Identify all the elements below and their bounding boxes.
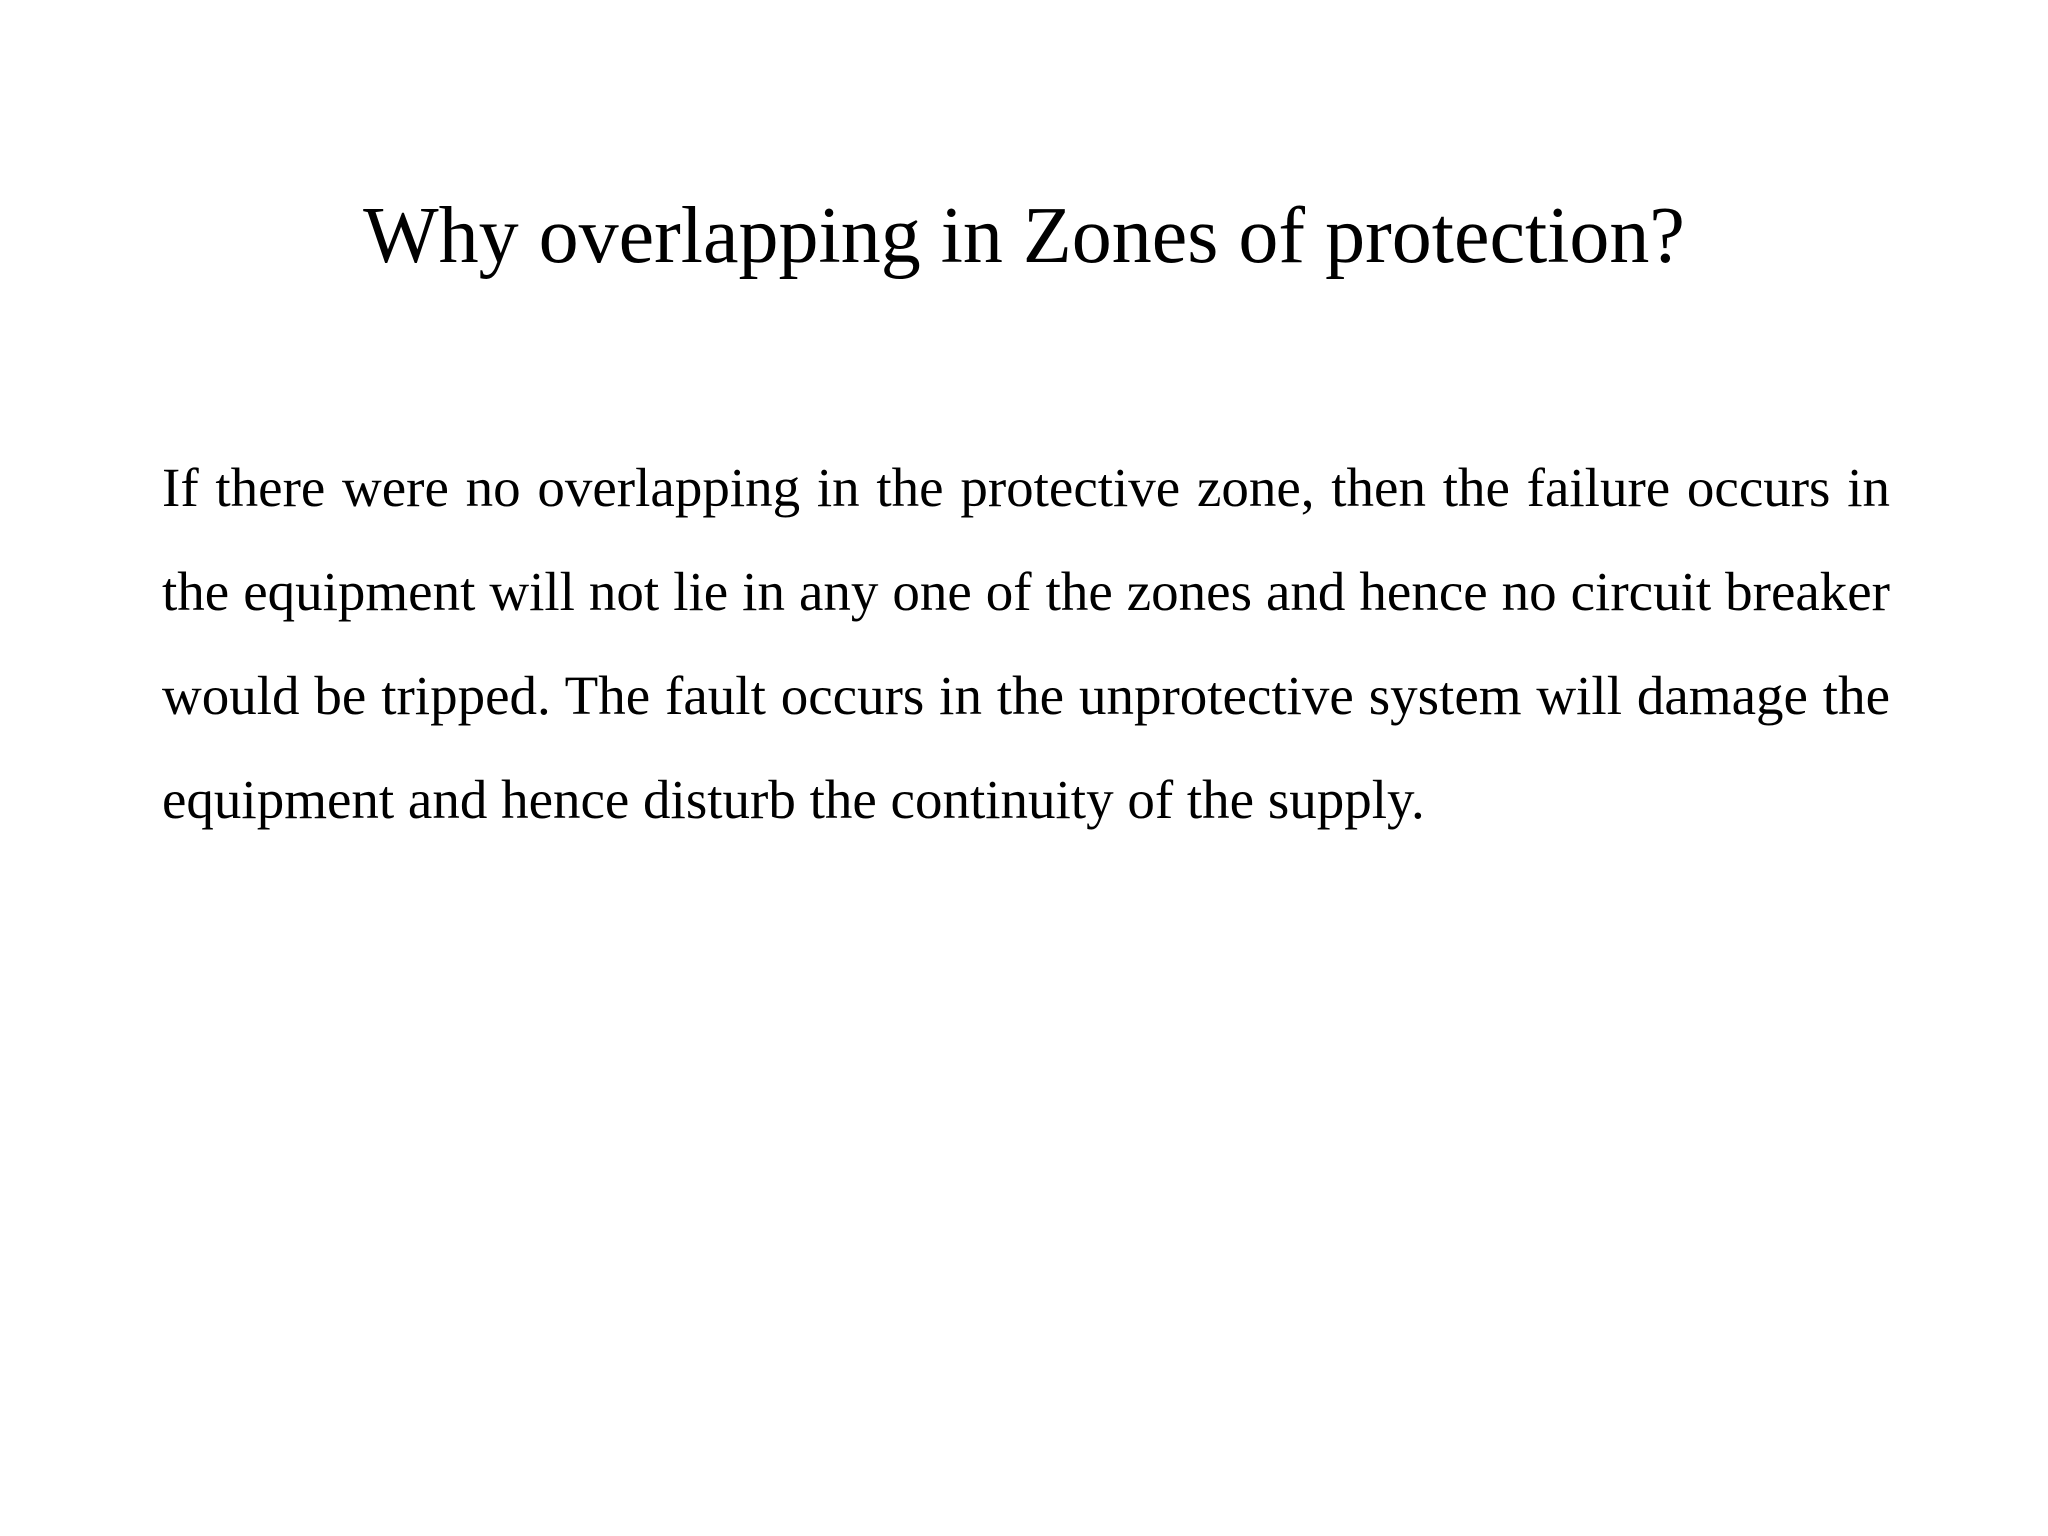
- slide-title: Why overlapping in Zones of protection?: [363, 192, 1685, 280]
- slide-body: [162, 436, 1890, 852]
- body-paragraph: If there were no overlapping in the protective zone, then the failure occurs in the equipment will not lie in any one of the zones and hence no circuit breaker would be tripped. The fault occurs in the unprotective system will damage the equipment and hence disturb the continuity of the supply.: [162, 457, 1890, 830]
